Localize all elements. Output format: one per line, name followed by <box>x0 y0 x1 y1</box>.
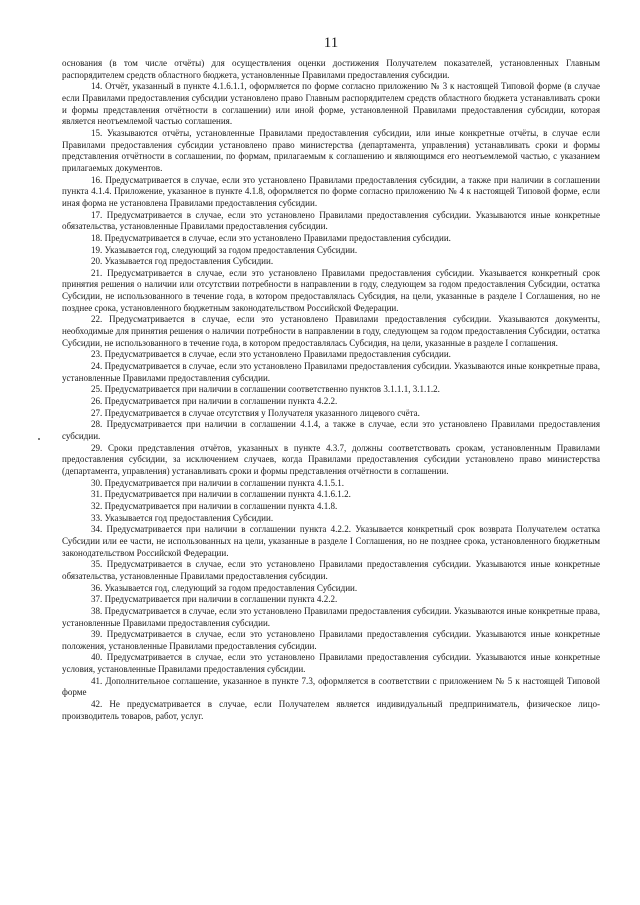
footnote-paragraph: 35. Предусматривается в случае, если это установлено Правилами предоставления субсидии. Указываются иные конкретные обязательства, установленные Правилами предоставления субсидии. <box>62 559 600 581</box>
footnote-paragraph: 14. Отчёт, указанный в пункте 4.1.6.1.1, оформляется по форме согласно приложению № 3 к настоящей Типовой форме (в случае если Правилами предоставления субсидии установлено право Главным распорядителем средств областного бюджета устанавливать сроки и формы представления отчётности в соглашении) или иной форме, установленной Правилами предоставления субсидии, которая является неотъемлемой частью соглашения. <box>62 81 600 127</box>
footnote-paragraph: 41. Дополнительное соглашение, указанное в пункте 7.3, оформляется в соответствии с приложением № 5 к настоящей Типовой форме <box>62 675 600 698</box>
footnote-paragraph: 21. Предусматривается в случае, если это установлено Правилами предоставления субсидии. Указывается конкретный срок принятия решения о наличии или отсутствии потребности в направлении в году, следующем за годом предоставления Субсидии, остатка Субсидии, не использованного в течение года, в котором предоставлялась Субсидия, на цели, указанные в разделе I Соглашения, но не позднее срока, установленного бюджетным законодательством Российской Федерации. <box>62 267 600 313</box>
footnote-paragraph: 28. Предусматривается при наличии в соглашении 4.1.4, а также в случае, если это установлено Правилами предоставления субсидии. <box>62 419 600 441</box>
footnote-paragraph: 39. Предусматривается в случае, если это установлено Правилами предоставления субсидии. Указываются иные конкретные положения, установленные Правилами предоставления субсидии. <box>62 629 600 651</box>
footnotes-body <box>62 58 600 722</box>
footnote-paragraph: 19. Указывается год, следующий за годом предоставления Субсидии. <box>91 244 358 255</box>
footnote-paragraph: 22. Предусматривается в случае, если это установлено Правилами предоставления субсидии. Указываются документы, необходимые для принятия решения о наличии потребности в направлении в году, следующем за годом предоставления Субсидии, остатка Субсидии, не использованного в течение года, в котором предоставлялась Субсидия, на цели, указанные в разделе I соглашения. <box>62 314 600 348</box>
footnote-paragraph: 27. Предусматривается в случае отсутствия у Получателя указанного лицевого счёта. <box>91 407 420 418</box>
footnote-paragraph: 37. Предусматривается при наличии в соглашении пункта 4.2.2. <box>91 594 338 605</box>
footnote-paragraph: 26. Предусматривается при наличии в соглашении пункта 4.2.2. <box>91 396 338 407</box>
footnote-paragraph: 18. Предусматривается в случае, если это установлено Правилами предоставления субсидии. <box>91 232 451 243</box>
footnote-paragraph: 30. Предусматривается при наличии в соглашении пункта 4.1.5.1. <box>91 477 345 488</box>
footnote-paragraph: 23. Предусматривается в случае, если это установлено Правилами предоставления субсидии. <box>91 349 451 360</box>
footnote-paragraph: 29. Сроки представления отчётов, указанных в пункте 4.3.7, должны соответствовать срокам, установленным Правилами предоставления субсидии, за исключением случаев, когда Правилами предоставления субсидии установлено право министерства (департамента, управления) устанавливать сроки и формы представления отчётности в соглашении. <box>62 442 600 476</box>
footnote-paragraph: 42. Не предусматривается в случае, если Получателем является индивидуальный предприниматель, физическое лицо-производитель товаров, работ, услуг. <box>62 699 600 721</box>
footnote-paragraph: 25. Предусматривается при наличии в соглашении соответственно пунктов 3.1.1.1, 3.1.1.2. <box>91 384 440 395</box>
paragraph-continuation: основания (в том числе отчёты) для осуществления оценки достижения Получателем показателей, установленных Главным распорядителем средств областного бюджета, установленные Правилами предоставления субсидии. <box>62 58 600 80</box>
footnote-paragraph: 15. Указываются отчёты, установленные Правилами предоставления субсидии, или иные конкретные отчёты, в случае если Правилами предоставления субсидии установлено право министерства (департамента, управления) устанавливать сроки и формы представления отчётности в соглашении, по формам, прилагаемым к соглашению и являющимся его неотъемлемой частью, с указанием прилагаемых документов. <box>62 127 600 173</box>
footnote-paragraph: 33. Указывается год предоставления Субсидии. <box>91 512 274 523</box>
footnote-paragraph: 20. Указывается год предоставления Субсидии. <box>91 256 274 267</box>
footnote-paragraph: 16. Предусматривается в случае, если это установлено Правилами предоставления субсидии, а также при наличии в соглашении пункта 4.1.4. Приложение, указанное в пункте 4.1.8, оформляется по форме согласно приложению № 4 к настоящей Типовой форме, если иная форма не установлена Правилами предоставления субсидии. <box>62 174 600 208</box>
footnote-paragraph: 32. Предусматривается при наличии в соглашении пункта 4.1.8. <box>91 500 338 511</box>
footnote-paragraph: 36. Указывается год, следующий за годом предоставления Субсидии. <box>91 582 358 593</box>
footnote-paragraph: 24. Предусматривается в случае, если это установлено Правилами предоставления субсидии. Указываются иные конкретные права, установленные Правилами предоставления субсидии. <box>62 361 600 383</box>
footnote-paragraph: 40. Предусматривается в случае, если это установлено Правилами предоставления субсидии. Указываются иные конкретные условия, установленные Правилами предоставления субсидии. <box>62 652 600 675</box>
footnote-paragraph: 34. Предусматривается при наличии в соглашении пункта 4.2.2. Указывается конкретный срок возврата Получателем остатка Субсидии или ее части, не использованных на цели, указанные в разделе I Соглашения, но не позднее срока, установленного бюджетным законодательством Российской Федерации. <box>62 524 600 558</box>
footnote-paragraph: 38. Предусматривается в случае, если это установлено Правилами предоставления субсидии. Указываются иные конкретные права, установленные Правилами предоставления субсидии. <box>62 605 600 628</box>
scan-speck <box>38 438 40 440</box>
footnote-paragraph: 17. Предусматривается в случае, если это установлено Правилами предоставления субсидии. Указываются иные конкретные обязательства, установленные Правилами предоставления субсидии. <box>62 209 600 232</box>
page-number: 11 <box>323 35 339 51</box>
footnote-paragraph: 31. Предусматривается при наличии в соглашении пункта 4.1.6.1.2. <box>91 489 351 500</box>
